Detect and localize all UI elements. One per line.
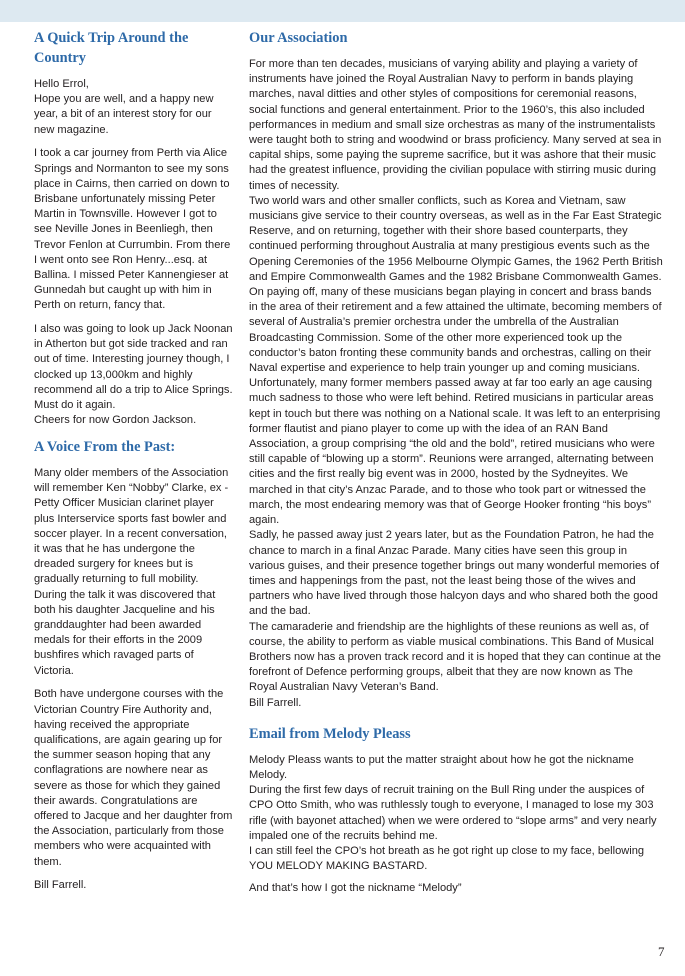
quick-trip-para-2: I took a car journey from Perth via Alice Springs and Normanton to see my sons place in Cairns, then carried on down to Brisbane unfortunately missing Peter Martin in Townsville. However I got to see Neville Jones in Beenliegh, then Trevor Fenlon at Currumbin. From there I went onto see Ron Henry...esq. at Ballina. I missed Peter Kannengieser at Gunnedah but caught up with him in Perth on return, fancy that.	[34, 147, 231, 312]
page-number: 7	[658, 944, 665, 959]
quick-trip-para-3: I also was going to look up Jack Noonan in Atherton but got side tracked and ran out of time. Interesting journey though, I clocked up 13,000km and highly recommend all do a trip to Alice Springs. Must do it again. Cheers for now Gordon Jackson.	[34, 323, 233, 427]
association-para-2: Two world wars and other smaller conflicts, such as Korea and Vietnam, saw musicians give service to their country overseas, as well as in the Far East Strategic Reserve, and on returning, together with their shore based counterparts, they continued performing throughout Australia at many prestigious events such as the Opening Ceremonies of the 1956 Melbourne Olympic Games, the 1962 Perth British and Empire Commonwealth Games and the 1982 Brisbane Commonwealth Games.	[249, 194, 663, 283]
our-association-heading: Our Association	[249, 30, 348, 46]
association-para-4: Unfortunately, many former members passed away at far too early an age causing much sadness to those who were left behind. Retired musicians in particular areas kept in touch but there was nothing on a National scale. It was left to an enterprising former flautist and piano player to come up with the idea of an RAN Band Association, a group comprising “the old and the bold”, retired musicians who were still capable of “blowing up a storm”. Reunions were arranged, alternating between cities and the first really big event was in 2000, hosted by the Sydneyites. We marched in that city’s Anzac Parade, and to those who took part or witnessed the march, the most endearing memory was that of George Hooker fronting “his boys” again.	[249, 377, 661, 527]
melody-para-2: During the first few days of recruit training on the Bull Ring under the auspices of CPO Otto Smith, who was ruthlessly tough to everyone, I managed to lose my 303 rifle (with bayonet attached) when we were ordered to “slope arms” and very nearly impaled one of the recruits behind me.	[249, 784, 657, 842]
melody-para-1: Melody Pleass wants to put the matter straight about how he got the nickname Melody.	[249, 753, 634, 781]
melody-para-3: I can still feel the CPO’s hot breath as he got right up close to my face, bellowing YOU MELODY MAKING BASTARD.	[249, 844, 645, 873]
association-para-3: On paying off, many of these musicians began playing in concert and brass bands in the area of their retirement and a few attained the ultimate, becoming members of several of Australia’s premier orchestra under the umbrella of the Australian Broadcasting Commission. Some of the other more experienced took up the conductor’s baton fronting these community bands and orchestras, calling on their Naval expertise and experience to help train younger up and coming musicians.	[249, 286, 662, 375]
association-para-6: The camaraderie and friendship are the highlights of these reunions as well as, of course, the ability to perform as viable musical combinations. This Band of Musical Brothers now has a proven track record and it is hoped that they can continue at the forefront of Defence performing groups, albeit that they are now known as The Royal Australian Navy Veteran’s Band.	[249, 620, 661, 694]
right-column	[249, 28, 663, 897]
voice-signature: Bill Farrell.	[34, 879, 87, 892]
association-para-5: Sadly, he passed away just 2 years later, but as the Foundation Patron, he had the chance to march in a final Anzac Parade. Many cities have seen this group in various guises, and their presence together brings out many wonderful memories of times and happenings from the past, not the least being those of the wives and partners who have lived through those halcyon days and who shared both the good and the bad.	[249, 529, 660, 618]
voice-para-1: Many older members of the Association will remember Ken “Nobby” Clarke, ex - Petty Officer Musician clarinet player plus Interservice sports fast bowler and soccer player. In a recent conversation, it was that he has undergone the dreaded surgery for knees but is gradually returning to full mobility. During the talk it was discovered that both his daughter Jacqueline and his granddaughter had been awarded medals for their efforts in the 2009 bushfires which ravaged parts of Victoria.	[34, 466, 229, 677]
voice-from-past-heading: A Voice From the Past:	[34, 438, 176, 455]
melody-para-4: And that’s how I got the nickname “Melody”	[249, 882, 462, 895]
voice-para-2: Both have undergone courses with the Victorian Country Fire Authority and, having received the appropriate qualifications, are again gearing up for the summer season hoping that any conflagrations are nowhere near as severe as those for which they gained their awards. Congratulations are offered to Jacque and her daughter from the Association, particularly from those members who were acquainted with them.	[34, 688, 233, 868]
quick-trip-heading: A Quick Trip Around the Country	[34, 30, 189, 66]
left-column	[34, 28, 234, 902]
association-signature: Bill Farrell.	[249, 696, 302, 709]
top-color-band	[0, 0, 685, 22]
quick-trip-para-1: Hello Errol, Hope you are well, and a happy new year, a bit of an interest story for our new magazine.	[34, 78, 214, 136]
email-melody-heading: Email from Melody Pleass	[249, 725, 411, 742]
association-para-1: For more than ten decades, musicians of varying ability and playing a variety of instruments have joined the Royal Australian Navy to perform in bands playing marches, naval ditties and other styles of compositions for ceremonial reasons, social functions and general entertainment. Prior to the 1960’s, this also included performances in medium and small size orchestras as many of the instrumentalists were taught both to string and woodwind or brass proficiency. Many served at sea in capital ships, some paying the supreme sacrifice, but it was ashore that their music had the greatest influence, providing the civilian populace with stirring music during times of necessity.	[249, 58, 662, 192]
